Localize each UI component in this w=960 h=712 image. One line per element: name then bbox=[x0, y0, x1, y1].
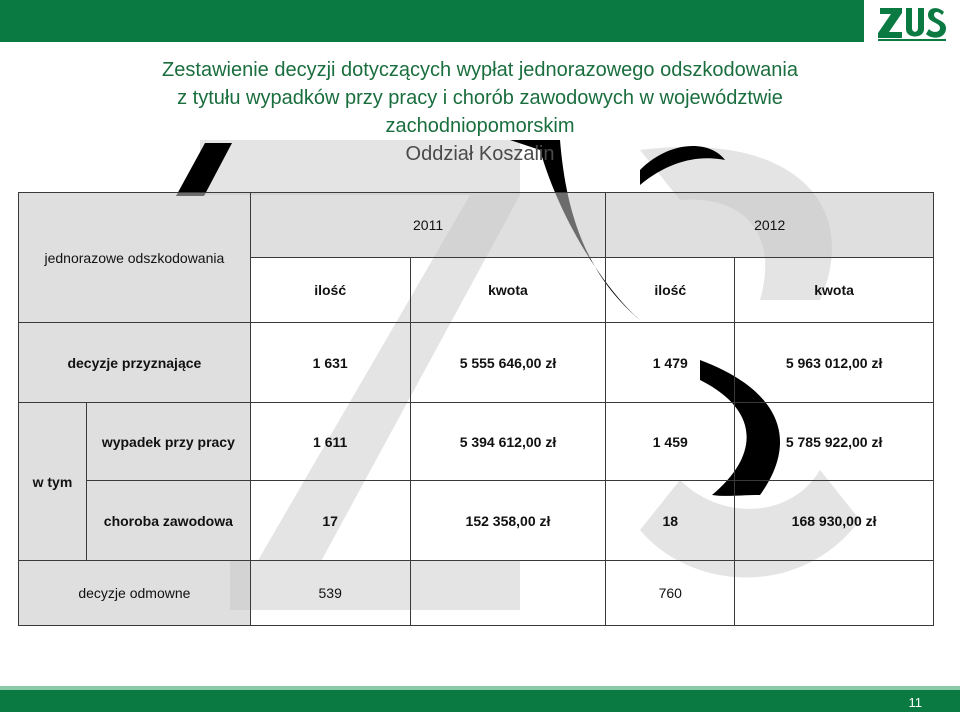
accident-amount-2011: 5 394 612,00 zł bbox=[410, 403, 606, 481]
refused-amount-2012 bbox=[735, 561, 934, 626]
refused-count-2011: 539 bbox=[250, 561, 410, 626]
granted-count-2011: 1 631 bbox=[250, 323, 410, 403]
title-line-1: Zestawienie decyzji dotyczących wypłat jednorazowego odszkodowania bbox=[162, 59, 798, 81]
compensation-table bbox=[18, 192, 934, 626]
row-label-accident: wypadek przy pracy bbox=[86, 403, 250, 481]
subheader-count-2012: ilość bbox=[606, 258, 735, 323]
row-label-granted: decyzje przyznające bbox=[19, 323, 251, 403]
refused-amount-2011 bbox=[410, 561, 606, 626]
disease-count-2012: 18 bbox=[606, 481, 735, 561]
subheader-count-2011: ilość bbox=[250, 258, 410, 323]
accident-count-2011: 1 611 bbox=[250, 403, 410, 481]
subheader-amount-2012: kwota bbox=[735, 258, 934, 323]
bottom-brand-bar bbox=[0, 686, 960, 712]
disease-amount-2012: 168 930,00 zł bbox=[735, 481, 934, 561]
accident-amount-2012: 5 785 922,00 zł bbox=[735, 403, 934, 481]
title-line-2: z tytułu wypadków przy pracy i chorób zawodowych w województwie bbox=[177, 87, 783, 109]
row-label-refused: decyzje odmowne bbox=[19, 561, 251, 626]
logo-container bbox=[864, 0, 960, 46]
corner-header: jednorazowe odszkodowania bbox=[19, 193, 251, 323]
year-header-2012: 2012 bbox=[606, 193, 934, 258]
title-line-3: zachodniopomorskim bbox=[385, 115, 575, 137]
disease-count-2011: 17 bbox=[250, 481, 410, 561]
row-label-in-which: w tym bbox=[19, 403, 87, 561]
subheader-amount-2011: kwota bbox=[410, 258, 606, 323]
zus-logo-icon bbox=[876, 4, 948, 42]
row-label-disease: choroba zawodowa bbox=[86, 481, 250, 561]
year-header-2011: 2011 bbox=[250, 193, 606, 258]
page-number: 11 bbox=[908, 695, 922, 710]
top-brand-bar bbox=[0, 0, 960, 42]
refused-count-2012: 760 bbox=[606, 561, 735, 626]
page-title bbox=[60, 56, 900, 168]
accident-count-2012: 1 459 bbox=[606, 403, 735, 481]
granted-count-2012: 1 479 bbox=[606, 323, 735, 403]
bottom-bar-highlight bbox=[0, 686, 960, 690]
title-office: Oddział Koszalin bbox=[405, 143, 555, 165]
granted-amount-2012: 5 963 012,00 zł bbox=[735, 323, 934, 403]
disease-amount-2011: 152 358,00 zł bbox=[410, 481, 606, 561]
granted-amount-2011: 5 555 646,00 zł bbox=[410, 323, 606, 403]
